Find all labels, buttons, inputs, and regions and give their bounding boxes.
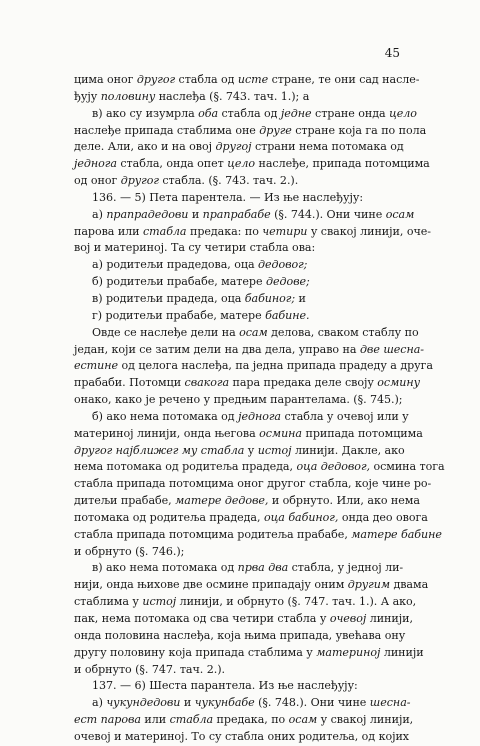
- text-line: [74, 106, 417, 123]
- text-run: в) ако нема потомака од: [92, 561, 238, 575]
- text-run: страни нема потомака од: [251, 140, 404, 154]
- text-run: стабла. (§. 743. тач. 2.).: [158, 174, 299, 188]
- text-run: в) родитељи прадеда, оца: [92, 291, 245, 305]
- text-line: [74, 459, 445, 476]
- text-line: [74, 577, 429, 594]
- text-run: стабла од: [218, 106, 281, 120]
- text-run: у свакој линији,: [317, 713, 414, 727]
- text-line: [74, 594, 417, 611]
- text-run: стабла од: [175, 73, 238, 86]
- emphasis-run: осам: [288, 713, 318, 727]
- emphasis-run: стабла: [143, 224, 187, 238]
- emphasis-run: једне: [280, 106, 312, 120]
- text-run: а) родитељи прадедова, оца: [92, 258, 258, 272]
- text-line: [74, 611, 413, 628]
- emphasis-run: истој: [257, 443, 292, 457]
- emphasis-run: стабла: [169, 713, 214, 727]
- text-line: [74, 240, 404, 257]
- emphasis-run: шесна-: [369, 696, 411, 710]
- body-text: [74, 72, 445, 746]
- text-line: [74, 291, 404, 308]
- text-run: деле. Али, ако и на овој: [74, 140, 216, 154]
- text-run: наслеђа (§. 743. тач. 1.); а: [155, 89, 310, 103]
- text-line: [74, 493, 420, 510]
- text-run: а): [92, 696, 107, 710]
- emphasis-run: половину: [100, 89, 156, 103]
- text-run: и обрнуто. Или, ако нема: [268, 494, 420, 508]
- text-line: [74, 712, 414, 729]
- emphasis-run: прапрабабе: [202, 207, 271, 221]
- emphasis-run: оба: [198, 106, 219, 120]
- text-run: стабла, у једној ли-: [288, 561, 404, 575]
- text-run: пак, нема потомака од сва четири стабла у: [74, 612, 330, 625]
- text-run: стабла припада потомцима родитеља прабабе,: [74, 527, 352, 541]
- text-line: [74, 89, 404, 106]
- text-run: од оног: [74, 174, 121, 188]
- text-run: двама: [389, 578, 429, 592]
- text-run: наслеђе припада стаблима оне: [74, 123, 260, 137]
- emphasis-run: осам: [239, 325, 268, 339]
- text-run: онда део овога: [338, 510, 428, 524]
- emphasis-run: једнога: [74, 157, 117, 171]
- emphasis-run: истој: [142, 595, 177, 609]
- text-run: или: [140, 713, 170, 727]
- emphasis-run: прва два: [237, 561, 289, 575]
- text-run: један, који се затим дели на два дела, управо на: [74, 342, 360, 356]
- text-run: пара предака деле своју: [229, 376, 378, 390]
- text-line: [74, 274, 404, 291]
- text-run: и обрнуто (§. 746.);: [74, 544, 185, 558]
- text-run: предака, по: [213, 713, 289, 727]
- emphasis-run: друге: [259, 123, 292, 137]
- text-run: а): [92, 207, 107, 221]
- emphasis-run: другог: [120, 174, 159, 188]
- text-run: линији: [380, 645, 424, 659]
- text-run: в) ако су изумрла: [92, 106, 199, 120]
- text-line: [74, 645, 424, 662]
- text-line: [74, 628, 404, 645]
- text-line: [74, 190, 404, 207]
- emphasis-run: бабине.: [265, 308, 310, 322]
- text-run: онда половина наслеђа, која њима припада, увећава ону: [74, 628, 406, 642]
- text-run: (§. 744.). Они чине: [270, 207, 386, 221]
- text-run: вој и материној. Та су четири стабла ова:: [74, 241, 316, 255]
- text-run: припада потомцима: [302, 426, 423, 440]
- text-run: 137. — 6) Шеста парантела. Из ње наслеђују:: [92, 679, 358, 693]
- text-line: [74, 662, 404, 679]
- emphasis-run: чукундедови: [106, 696, 181, 710]
- text-line: [74, 392, 404, 409]
- emphasis-run: оца дедовог,: [296, 460, 370, 474]
- text-run: и: [295, 291, 306, 305]
- text-line: [74, 139, 404, 156]
- emphasis-run: материној: [316, 645, 381, 659]
- text-run: од целога наслеђа, па једна припада прадеду а друга: [118, 359, 433, 373]
- text-run: стране онда: [311, 106, 390, 120]
- text-run: осмина тога: [369, 460, 445, 474]
- text-run: очевој и материној. То су стабла оних родитеља, од којих: [74, 729, 410, 743]
- emphasis-run: другог: [136, 73, 176, 86]
- text-run: б) ако нема потомака од: [92, 409, 239, 423]
- text-run: стабла у очевој или у: [280, 409, 409, 423]
- text-run: у свакој линији, оче-: [307, 224, 431, 238]
- text-line: [74, 695, 411, 712]
- text-run: б) родитељи прабабе, матере: [92, 275, 266, 289]
- text-line: [74, 358, 433, 375]
- text-line: [74, 560, 404, 577]
- emphasis-run: бабиног;: [244, 291, 296, 305]
- text-line: [74, 342, 424, 359]
- text-run: стране, те они сад наслe-: [268, 73, 420, 86]
- emphasis-run: једнога: [238, 409, 281, 423]
- text-run: цима оног: [74, 73, 137, 86]
- emphasis-run: две шесна-: [359, 342, 424, 356]
- emphasis-run: чукунбабе: [194, 696, 255, 710]
- text-line: [74, 207, 415, 224]
- text-run: и: [188, 207, 203, 221]
- text-line: [74, 426, 423, 443]
- text-run: другу половину која припада стаблима у: [74, 645, 317, 659]
- text-line: [74, 476, 432, 493]
- text-line: [74, 224, 431, 241]
- emphasis-run: цело: [389, 106, 417, 120]
- text-run: онако, како је речено у предњим парантелама. (§. 745.);: [74, 393, 403, 407]
- emphasis-run: естине: [74, 359, 119, 373]
- text-run: линији, и обрнуто (§. 747. тач. 1.). А ако,: [176, 595, 417, 609]
- text-run: дитељи прабабе,: [74, 494, 176, 508]
- text-line: [74, 72, 420, 89]
- text-run: и: [180, 696, 195, 710]
- text-run: линији. Дакле, ако: [291, 443, 405, 457]
- text-run: ђују: [74, 89, 101, 103]
- text-line: [74, 325, 419, 342]
- text-run: материној линији, онда његова: [74, 426, 260, 440]
- text-line: [74, 443, 404, 460]
- text-line: [74, 375, 420, 392]
- text-run: делова, сваком стаблу по: [267, 325, 419, 339]
- text-line: [74, 308, 404, 325]
- text-line: [74, 156, 430, 173]
- text-line: [74, 510, 428, 527]
- text-line: [74, 173, 404, 190]
- emphasis-run: дедовог;: [257, 258, 308, 272]
- text-line: [74, 123, 427, 140]
- text-line: [74, 678, 404, 695]
- emphasis-run: оца бабиног,: [263, 510, 339, 524]
- emphasis-run: прапрадедови: [106, 207, 189, 221]
- text-line: [74, 527, 442, 544]
- text-run: наслеђе, припада потомцима: [255, 157, 430, 171]
- emphasis-run: очевој: [329, 612, 367, 625]
- emphasis-run: ест парова: [74, 713, 141, 727]
- emphasis-run: матере дедове,: [175, 494, 269, 508]
- text-run: и обрнуто (§. 747. тач. 2.).: [74, 662, 225, 676]
- text-run: 136. — 5) Пета парентела. — Из ње наслеђују:: [92, 190, 364, 204]
- text-run: (§. 748.). Они чине: [254, 696, 370, 710]
- emphasis-run: осам: [385, 207, 415, 221]
- text-run: стаблима у: [74, 595, 143, 609]
- text-run: у: [244, 443, 258, 457]
- emphasis-run: свакога: [184, 376, 230, 390]
- text-run: стабла припада потомцима оног другог стабла, које чине ро-: [74, 477, 432, 491]
- text-run: парова или: [74, 224, 143, 238]
- text-run: линији,: [366, 612, 413, 625]
- emphasis-run: осмина: [259, 426, 302, 440]
- page-number: 45: [384, 46, 400, 60]
- text-run: предака: по: [186, 224, 263, 238]
- emphasis-run: четири: [262, 224, 308, 238]
- text-run: стабла, онда опет: [116, 157, 228, 171]
- text-run: нији, онда њихове две осмине припадају оним: [74, 578, 348, 592]
- text-run: прабаби. Потомци: [74, 376, 185, 390]
- emphasis-run: исте: [237, 73, 269, 86]
- text-line: [74, 409, 409, 426]
- emphasis-run: другог најближег му стабла: [74, 443, 245, 457]
- emphasis-run: матере бабине: [351, 527, 442, 541]
- text-run: нема потомака од родитеља прадеда,: [74, 460, 297, 474]
- emphasis-run: другој: [215, 140, 252, 154]
- text-run: г) родитељи прабабе, матере: [92, 308, 266, 322]
- text-line: [74, 729, 410, 746]
- emphasis-run: цело: [227, 157, 256, 171]
- text-run: потомака од родитеља прадеда,: [74, 510, 264, 524]
- emphasis-run: осмину: [377, 376, 420, 390]
- emphasis-run: другим: [347, 578, 390, 592]
- text-line: [74, 257, 404, 274]
- text-run: стране која га по пола: [291, 123, 427, 137]
- text-line: [74, 544, 404, 561]
- text-run: Овде се наслеђе дели на: [92, 325, 240, 339]
- emphasis-run: дедове;: [265, 275, 310, 289]
